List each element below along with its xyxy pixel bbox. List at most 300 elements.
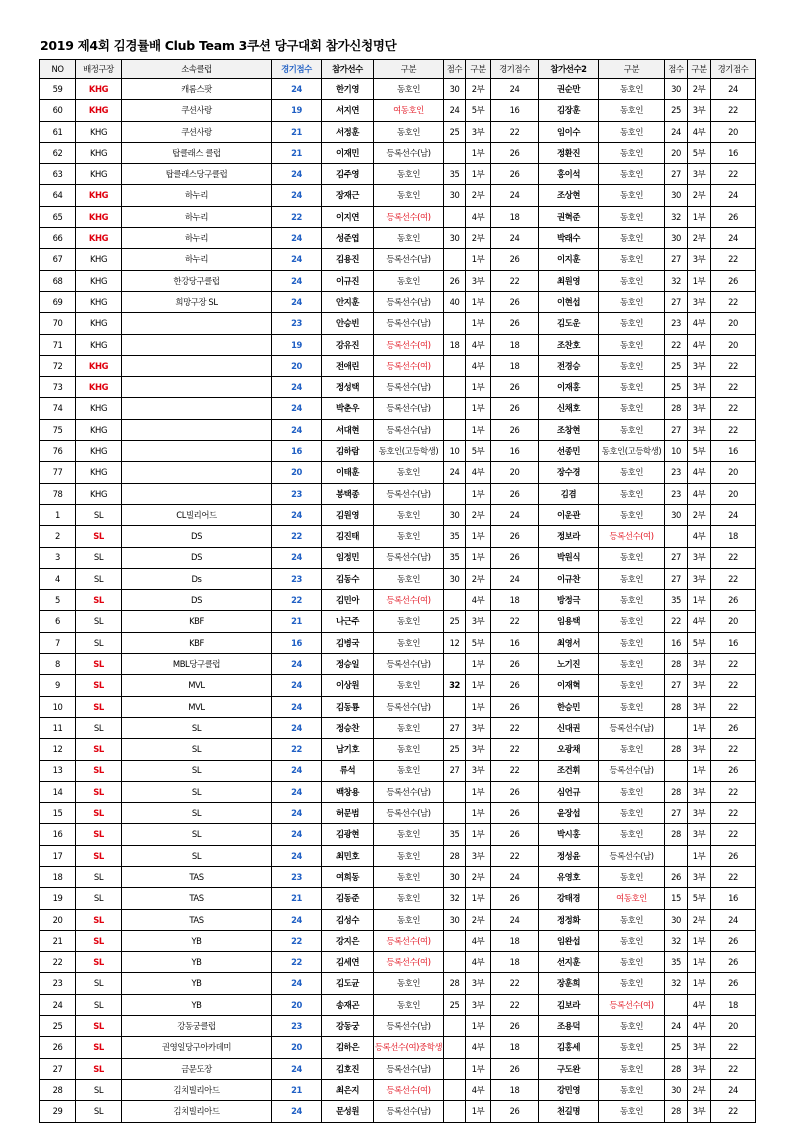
cell-division2: 1부 — [688, 206, 711, 227]
cell-points2: 30 — [665, 909, 688, 930]
cell-venue: SL — [76, 739, 122, 760]
cell-no: 76 — [40, 441, 76, 462]
cell-team-score: 19 — [272, 334, 322, 355]
cell-points2: 25 — [665, 355, 688, 376]
cell-match-score1: 22 — [491, 717, 539, 738]
cell-venue: KHG — [76, 142, 122, 163]
cell-player1: 김용진 — [322, 249, 374, 270]
cell-match-score1: 24 — [491, 568, 539, 589]
cell-club: 희망구장 SL — [122, 291, 272, 312]
cell-class2: 동호인 — [599, 249, 665, 270]
cell-team-score: 21 — [272, 142, 322, 163]
cell-player1: 전애린 — [322, 355, 374, 376]
cell-player2: 조건휘 — [539, 760, 599, 781]
cell-team-score: 16 — [272, 441, 322, 462]
cell-no: 17 — [40, 845, 76, 866]
cell-division2: 4부 — [688, 462, 711, 483]
cell-points1: 40 — [444, 291, 466, 312]
cell-class2: 여동호인 — [599, 888, 665, 909]
cell-team-score: 24 — [272, 803, 322, 824]
cell-points2: 27 — [665, 675, 688, 696]
cell-points1: 35 — [444, 164, 466, 185]
cell-class2: 동호인 — [599, 334, 665, 355]
cell-points1 — [444, 398, 466, 419]
cell-class1: 동호인 — [374, 973, 444, 994]
cell-player2: 구도완 — [539, 1058, 599, 1079]
cell-class1: 등록선수(여)중학생 — [374, 1037, 444, 1058]
cell-player1: 최은지 — [322, 1079, 374, 1100]
cell-club: SL — [122, 845, 272, 866]
cell-points1: 12 — [444, 632, 466, 653]
cell-team-score: 24 — [272, 760, 322, 781]
cell-venue: SL — [76, 568, 122, 589]
cell-no: 74 — [40, 398, 76, 419]
cell-class1: 등록선수(여) — [374, 952, 444, 973]
cell-match-score2: 24 — [711, 228, 756, 249]
cell-match-score1: 26 — [491, 419, 539, 440]
cell-division1: 2부 — [466, 909, 491, 930]
cell-division2: 4부 — [688, 526, 711, 547]
cell-points2: 32 — [665, 270, 688, 291]
cell-team-score: 16 — [272, 632, 322, 653]
cell-no: 9 — [40, 675, 76, 696]
cell-division1: 4부 — [466, 355, 491, 376]
cell-match-score2: 16 — [711, 441, 756, 462]
cell-class1: 여동호인 — [374, 100, 444, 121]
cell-no: 14 — [40, 781, 76, 802]
cell-player2: 이지훈 — [539, 249, 599, 270]
header-class2: 구분 — [599, 60, 665, 79]
cell-no: 7 — [40, 632, 76, 653]
cell-class1: 동호인 — [374, 504, 444, 525]
cell-no: 69 — [40, 291, 76, 312]
cell-division1: 1부 — [466, 142, 491, 163]
cell-venue: SL — [76, 1101, 122, 1122]
cell-division1: 1부 — [466, 1016, 491, 1037]
cell-points1: 32 — [444, 888, 466, 909]
cell-player2: 이재홍 — [539, 377, 599, 398]
cell-class1: 등록선수(남) — [374, 249, 444, 270]
cell-player1: 문성원 — [322, 1101, 374, 1122]
cell-venue: KHG — [76, 441, 122, 462]
cell-division2: 3부 — [688, 675, 711, 696]
cell-no: 63 — [40, 164, 76, 185]
cell-player2: 최영서 — [539, 632, 599, 653]
cell-player2: 방정극 — [539, 590, 599, 611]
table-row — [40, 952, 756, 973]
cell-venue: KHG — [76, 291, 122, 312]
cell-points1: 24 — [444, 100, 466, 121]
cell-no: 64 — [40, 185, 76, 206]
cell-class1: 동호인 — [374, 164, 444, 185]
cell-division2: 3부 — [688, 866, 711, 887]
cell-division2: 1부 — [688, 270, 711, 291]
cell-class2: 등록선수(남) — [599, 845, 665, 866]
table-row — [40, 1079, 756, 1100]
cell-points2: 32 — [665, 973, 688, 994]
cell-class1: 등록선수(남) — [374, 696, 444, 717]
cell-points2: 25 — [665, 100, 688, 121]
cell-club — [122, 334, 272, 355]
cell-player2: 정정화 — [539, 909, 599, 930]
cell-points1: 30 — [444, 504, 466, 525]
cell-club: 쿠션사랑 — [122, 121, 272, 142]
table-row — [40, 121, 756, 142]
cell-no: 19 — [40, 888, 76, 909]
cell-team-score: 22 — [272, 526, 322, 547]
cell-points1 — [444, 1037, 466, 1058]
table-row — [40, 717, 756, 738]
cell-class1: 등록선수(남) — [374, 142, 444, 163]
cell-points2: 28 — [665, 781, 688, 802]
cell-team-score: 24 — [272, 781, 322, 802]
cell-division2: 3부 — [688, 654, 711, 675]
cell-player2: 오광채 — [539, 739, 599, 760]
cell-division2: 1부 — [688, 760, 711, 781]
cell-division2: 5부 — [688, 441, 711, 462]
cell-match-score1: 22 — [491, 739, 539, 760]
cell-match-score2: 22 — [711, 824, 756, 845]
cell-division2: 4부 — [688, 313, 711, 334]
cell-player1: 김주영 — [322, 164, 374, 185]
cell-club: DS — [122, 526, 272, 547]
cell-club: 하누리 — [122, 185, 272, 206]
cell-class1: 동호인 — [374, 632, 444, 653]
cell-points1: 30 — [444, 79, 466, 100]
cell-points1: 27 — [444, 717, 466, 738]
cell-venue: KHG — [76, 100, 122, 121]
cell-venue: SL — [76, 717, 122, 738]
cell-player1: 김원영 — [322, 504, 374, 525]
table-row — [40, 781, 756, 802]
cell-class2: 동호인 — [599, 675, 665, 696]
cell-class2: 동호인 — [599, 270, 665, 291]
cell-points2: 27 — [665, 164, 688, 185]
cell-team-score: 24 — [272, 164, 322, 185]
cell-division2: 1부 — [688, 930, 711, 951]
cell-player1: 안지훈 — [322, 291, 374, 312]
cell-team-score: 21 — [272, 1079, 322, 1100]
cell-match-score1: 22 — [491, 611, 539, 632]
cell-player1: 여희동 — [322, 866, 374, 887]
cell-match-score2: 22 — [711, 803, 756, 824]
header-team-score: 경기점수 — [272, 60, 322, 79]
header-division2: 구분 — [688, 60, 711, 79]
cell-player2: 홍이석 — [539, 164, 599, 185]
cell-division1: 3부 — [466, 121, 491, 142]
cell-venue: KHG — [76, 462, 122, 483]
cell-team-score: 24 — [272, 228, 322, 249]
cell-venue: KHG — [76, 483, 122, 504]
cell-venue: KHG — [76, 206, 122, 227]
cell-venue: SL — [76, 1058, 122, 1079]
cell-class2: 동호인 — [599, 398, 665, 419]
cell-division2: 3부 — [688, 568, 711, 589]
cell-class2: 동호인 — [599, 462, 665, 483]
cell-venue: SL — [76, 803, 122, 824]
cell-player1: 류석 — [322, 760, 374, 781]
cell-match-score2: 22 — [711, 249, 756, 270]
cell-class2: 동호인 — [599, 696, 665, 717]
cell-class2: 동호인 — [599, 866, 665, 887]
cell-no: 11 — [40, 717, 76, 738]
cell-player2: 장수경 — [539, 462, 599, 483]
cell-division2: 3부 — [688, 547, 711, 568]
cell-points2 — [665, 760, 688, 781]
cell-match-score2: 22 — [711, 398, 756, 419]
cell-venue: KHG — [76, 334, 122, 355]
cell-team-score: 24 — [272, 270, 322, 291]
cell-club: 한강당구클럽 — [122, 270, 272, 291]
cell-match-score2: 26 — [711, 845, 756, 866]
cell-team-score: 23 — [272, 483, 322, 504]
cell-club: Ds — [122, 568, 272, 589]
cell-match-score1: 24 — [491, 504, 539, 525]
cell-class1: 등록선수(남) — [374, 398, 444, 419]
cell-class1: 등록선수(남) — [374, 1101, 444, 1122]
cell-match-score2: 26 — [711, 973, 756, 994]
cell-class2: 등록선수(여) — [599, 994, 665, 1015]
cell-venue: SL — [76, 504, 122, 525]
cell-class2: 동호인 — [599, 185, 665, 206]
cell-club: 하누리 — [122, 249, 272, 270]
table-row — [40, 355, 756, 376]
cell-player2: 강민영 — [539, 1079, 599, 1100]
table-row — [40, 675, 756, 696]
cell-player1: 백창용 — [322, 781, 374, 802]
cell-team-score: 23 — [272, 866, 322, 887]
cell-division2: 3부 — [688, 696, 711, 717]
header-no: NO — [40, 60, 76, 79]
cell-match-score2: 18 — [711, 526, 756, 547]
table-row — [40, 79, 756, 100]
cell-team-score: 20 — [272, 462, 322, 483]
header-points2: 점수 — [665, 60, 688, 79]
cell-points1: 25 — [444, 739, 466, 760]
cell-player2: 장훈희 — [539, 973, 599, 994]
cell-division1: 1부 — [466, 888, 491, 909]
cell-class1: 동호인 — [374, 568, 444, 589]
cell-points1: 28 — [444, 845, 466, 866]
cell-match-score2: 16 — [711, 632, 756, 653]
cell-club: SL — [122, 717, 272, 738]
cell-division1: 3부 — [466, 270, 491, 291]
cell-class1: 동호인(고등학생) — [374, 441, 444, 462]
cell-no: 20 — [40, 909, 76, 930]
cell-team-score: 24 — [272, 547, 322, 568]
cell-class1: 동호인 — [374, 760, 444, 781]
cell-points2: 35 — [665, 952, 688, 973]
cell-player1: 서지연 — [322, 100, 374, 121]
cell-player2: 박원식 — [539, 547, 599, 568]
cell-division2: 2부 — [688, 79, 711, 100]
cell-class2: 동호인 — [599, 291, 665, 312]
cell-club: 탑클래스당구클럽 — [122, 164, 272, 185]
cell-points1: 25 — [444, 121, 466, 142]
cell-player1: 나근주 — [322, 611, 374, 632]
cell-class1: 등록선수(남) — [374, 1058, 444, 1079]
cell-class1: 등록선수(여) — [374, 334, 444, 355]
cell-match-score1: 18 — [491, 355, 539, 376]
cell-player2: 전경승 — [539, 355, 599, 376]
cell-no: 10 — [40, 696, 76, 717]
cell-no: 21 — [40, 930, 76, 951]
cell-class1: 동호인 — [374, 228, 444, 249]
cell-class2: 동호인 — [599, 313, 665, 334]
cell-player1: 서정훈 — [322, 121, 374, 142]
cell-match-score1: 26 — [491, 526, 539, 547]
cell-division1: 1부 — [466, 1101, 491, 1122]
cell-match-score2: 22 — [711, 377, 756, 398]
table-row — [40, 568, 756, 589]
cell-points2: 25 — [665, 377, 688, 398]
cell-points1: 28 — [444, 973, 466, 994]
cell-points1: 35 — [444, 526, 466, 547]
cell-match-score1: 26 — [491, 696, 539, 717]
table-row — [40, 185, 756, 206]
cell-player1: 이상원 — [322, 675, 374, 696]
cell-match-score1: 26 — [491, 398, 539, 419]
cell-match-score1: 24 — [491, 909, 539, 930]
cell-match-score1: 26 — [491, 249, 539, 270]
cell-no: 23 — [40, 973, 76, 994]
cell-class2: 등록선수(남) — [599, 717, 665, 738]
cell-match-score1: 26 — [491, 313, 539, 334]
cell-club — [122, 377, 272, 398]
cell-player1: 최민호 — [322, 845, 374, 866]
cell-player2: 조창현 — [539, 419, 599, 440]
cell-player2: 한승민 — [539, 696, 599, 717]
cell-player1: 이태훈 — [322, 462, 374, 483]
cell-division1: 1부 — [466, 483, 491, 504]
cell-division2: 3부 — [688, 824, 711, 845]
cell-points2 — [665, 717, 688, 738]
cell-points1 — [444, 654, 466, 675]
cell-points2: 30 — [665, 185, 688, 206]
cell-division2: 3부 — [688, 1058, 711, 1079]
cell-class1: 등록선수(남) — [374, 313, 444, 334]
cell-venue: SL — [76, 1037, 122, 1058]
cell-points2: 25 — [665, 1037, 688, 1058]
cell-class2: 동호인 — [599, 483, 665, 504]
cell-points1: 26 — [444, 270, 466, 291]
cell-class1: 동호인 — [374, 824, 444, 845]
cell-class1: 동호인 — [374, 739, 444, 760]
cell-team-score: 23 — [272, 568, 322, 589]
cell-team-score: 21 — [272, 888, 322, 909]
cell-points1: 18 — [444, 334, 466, 355]
cell-player1: 한기영 — [322, 79, 374, 100]
cell-club: SL — [122, 739, 272, 760]
cell-class1: 등록선수(남) — [374, 377, 444, 398]
cell-class2: 동호인 — [599, 1101, 665, 1122]
cell-class1: 동호인 — [374, 185, 444, 206]
cell-match-score2: 16 — [711, 888, 756, 909]
cell-division1: 3부 — [466, 760, 491, 781]
cell-class2: 동호인 — [599, 930, 665, 951]
cell-class1: 동호인 — [374, 909, 444, 930]
cell-division1: 1부 — [466, 398, 491, 419]
cell-club: DS — [122, 590, 272, 611]
cell-match-score1: 18 — [491, 334, 539, 355]
table-row — [40, 100, 756, 121]
cell-division1: 1부 — [466, 377, 491, 398]
cell-team-score: 24 — [272, 696, 322, 717]
cell-team-score: 24 — [272, 398, 322, 419]
cell-class2: 동호인 — [599, 419, 665, 440]
cell-match-score1: 16 — [491, 441, 539, 462]
cell-venue: SL — [76, 930, 122, 951]
cell-points2: 35 — [665, 590, 688, 611]
cell-no: 27 — [40, 1058, 76, 1079]
cell-division2: 1부 — [688, 973, 711, 994]
cell-division2: 3부 — [688, 249, 711, 270]
cell-points2: 30 — [665, 79, 688, 100]
table-row — [40, 291, 756, 312]
table-row — [40, 760, 756, 781]
cell-player2: 이재혁 — [539, 675, 599, 696]
cell-team-score: 24 — [272, 1101, 322, 1122]
cell-points1 — [444, 781, 466, 802]
cell-division2: 2부 — [688, 228, 711, 249]
cell-division1: 1부 — [466, 1058, 491, 1079]
cell-player2: 유영호 — [539, 866, 599, 887]
cell-match-score2: 22 — [711, 654, 756, 675]
cell-player1: 김동룡 — [322, 696, 374, 717]
cell-class1: 동호인 — [374, 79, 444, 100]
cell-points2: 23 — [665, 462, 688, 483]
cell-club: KBF — [122, 632, 272, 653]
cell-points1 — [444, 930, 466, 951]
cell-class2: 동호인 — [599, 590, 665, 611]
cell-points1 — [444, 206, 466, 227]
table-row — [40, 803, 756, 824]
cell-no: 18 — [40, 866, 76, 887]
table-row — [40, 632, 756, 653]
cell-class2: 동호인 — [599, 611, 665, 632]
cell-division1: 1부 — [466, 654, 491, 675]
cell-match-score2: 22 — [711, 1037, 756, 1058]
cell-match-score1: 18 — [491, 206, 539, 227]
cell-class2: 동호인 — [599, 1058, 665, 1079]
cell-division2: 4부 — [688, 121, 711, 142]
cell-points2: 24 — [665, 1016, 688, 1037]
cell-points2: 30 — [665, 504, 688, 525]
cell-venue: SL — [76, 888, 122, 909]
cell-points1: 32 — [444, 675, 466, 696]
cell-points1: 30 — [444, 228, 466, 249]
cell-division2: 3부 — [688, 1101, 711, 1122]
cell-points1 — [444, 419, 466, 440]
cell-points1 — [444, 1101, 466, 1122]
cell-club: 김치빌리아드 — [122, 1101, 272, 1122]
cell-match-score2: 24 — [711, 909, 756, 930]
cell-team-score: 24 — [272, 419, 322, 440]
cell-venue: SL — [76, 909, 122, 930]
cell-no: 59 — [40, 79, 76, 100]
cell-player1: 김세연 — [322, 952, 374, 973]
cell-match-score1: 26 — [491, 483, 539, 504]
cell-class1: 등록선수(남) — [374, 547, 444, 568]
cell-points2: 28 — [665, 739, 688, 760]
table-row — [40, 611, 756, 632]
cell-club: SL — [122, 824, 272, 845]
cell-club: 하누리 — [122, 206, 272, 227]
cell-venue: KHG — [76, 164, 122, 185]
cell-team-score: 23 — [272, 313, 322, 334]
cell-team-score: 24 — [272, 675, 322, 696]
cell-match-score2: 20 — [711, 313, 756, 334]
